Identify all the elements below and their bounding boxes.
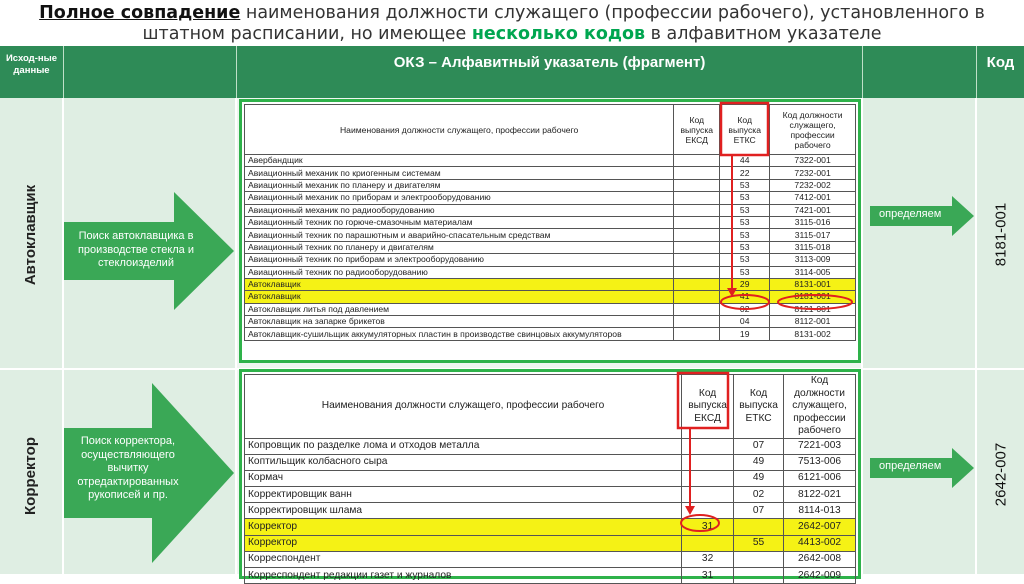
row2-label: Корректор — [22, 437, 39, 515]
cell-etks: 53 — [720, 254, 770, 266]
header-blank-a — [63, 46, 236, 98]
table1-header-row — [245, 105, 856, 155]
cell-eksd — [682, 535, 734, 551]
okz-table-frame-2 — [239, 369, 861, 579]
cell-eksd — [674, 328, 720, 340]
cell-etks — [734, 551, 784, 567]
title-green: несколько кодов — [471, 24, 646, 44]
table-row — [245, 503, 856, 519]
cell-name: Корреспондент — [245, 551, 682, 567]
cell-name: Автоклавщик — [245, 291, 674, 303]
title-underlined: Полное совпадение — [39, 3, 241, 23]
cell-code: 8121-001 — [770, 303, 856, 315]
cell-eksd: 32 — [682, 551, 734, 567]
cell-code: 7421-001 — [770, 204, 856, 216]
code-row1: 8181-001 — [992, 202, 1010, 267]
cell-name: Авиационный техник по планеру и двигателям — [245, 241, 674, 253]
cell-code: 7232-001 — [770, 167, 856, 179]
cell-code: 3115-016 — [770, 216, 856, 228]
cell-eksd — [674, 266, 720, 278]
cell-etks: 02 — [720, 303, 770, 315]
cell-eksd — [674, 216, 720, 228]
table-row — [245, 266, 856, 278]
cell-code: 7221-003 — [784, 438, 856, 454]
cell-eksd — [674, 278, 720, 290]
cell-etks: 07 — [734, 503, 784, 519]
table1-header-name: Наименования должности служащего, профессии рабочего — [245, 105, 674, 155]
cell-etks: 02 — [734, 487, 784, 503]
table-row — [245, 316, 856, 328]
cell-name: Авиационный механик по радиооборудованию — [245, 204, 674, 216]
cell-etks: 53 — [720, 216, 770, 228]
cell-name: Коптильщик колбасного сыра — [245, 454, 682, 470]
arrow-text-row1: Поиск автоклавщика в производстве стекла и стеклоизделий — [77, 230, 195, 269]
table-row — [245, 535, 856, 551]
cell-etks: 53 — [720, 179, 770, 191]
cell-eksd — [674, 291, 720, 303]
cell-code: 3113-009 — [770, 254, 856, 266]
cell-etks: 53 — [720, 266, 770, 278]
cell-etks: 04 — [720, 316, 770, 328]
cell-eksd — [682, 487, 734, 503]
table-row — [245, 216, 856, 228]
cell-etks: 44 — [720, 155, 770, 167]
cell-code: 2642-007 — [784, 519, 856, 535]
cell-code: 7513-006 — [784, 454, 856, 470]
title-text-a: наименования должности служащего (профессии рабочего), установленного в штатном расписании, но имеющее — [142, 3, 985, 44]
cell-eksd — [674, 155, 720, 167]
table2-header-eksd: Код выпуска ЕКСД — [682, 375, 734, 439]
cell-code: 4413-002 — [784, 535, 856, 551]
cell-etks: 55 — [734, 535, 784, 551]
table-row — [245, 487, 856, 503]
col-determine — [863, 98, 977, 574]
cell-eksd — [682, 470, 734, 486]
arrow-text-row2: Поиск корректора, осуществляющего вычитку отредактированных рукописей и пр. — [77, 435, 179, 501]
cell-name: Авербандщик — [245, 155, 674, 167]
table-row — [245, 179, 856, 191]
table-row — [245, 291, 856, 303]
cell-name: Корректировщик ванн — [245, 487, 682, 503]
cell-name: Корректор — [245, 519, 682, 535]
table-row — [245, 551, 856, 567]
cell-code: 8181-001 — [770, 291, 856, 303]
cell-etks — [734, 519, 784, 535]
cell-eksd — [674, 254, 720, 266]
cell-name: Авиационный техник по радиооборудованию — [245, 266, 674, 278]
cell-eksd — [674, 229, 720, 241]
cell-code: 8112-001 — [770, 316, 856, 328]
table-row — [245, 328, 856, 340]
header-main: ОКЗ – Алфавитный указатель (фрагмент) — [236, 46, 862, 98]
cell-etks: 29 — [720, 278, 770, 290]
title-text-b: в алфавитном указателе — [645, 24, 882, 44]
cell-code: 8131-001 — [770, 278, 856, 290]
cell-name: Авиационный техник по парашютным и аварийно-спасательным средствам — [245, 229, 674, 241]
table-row — [245, 155, 856, 167]
cell-etks — [734, 568, 784, 584]
cell-etks: 07 — [734, 438, 784, 454]
cell-etks: 53 — [720, 192, 770, 204]
table-row — [245, 303, 856, 315]
table-row — [245, 519, 856, 535]
cell-name: Автоклавщик на запарке брикетов — [245, 316, 674, 328]
cell-code: 7412-001 — [770, 192, 856, 204]
cell-code: 3115-018 — [770, 241, 856, 253]
cell-name: Корреспондент редакции газет и журналов — [245, 568, 682, 584]
header-blank-b — [862, 46, 976, 98]
cell-etks: 41 — [720, 291, 770, 303]
table-row — [245, 167, 856, 179]
cell-eksd — [674, 167, 720, 179]
header-source: Исход-ные данные — [0, 46, 63, 98]
table1-header-eksd: Код выпуска ЕКСД — [674, 105, 720, 155]
cell-eksd — [674, 241, 720, 253]
table-row — [245, 454, 856, 470]
cell-etks: 49 — [734, 454, 784, 470]
cell-code: 3114-005 — [770, 266, 856, 278]
cell-etks: 53 — [720, 241, 770, 253]
table-row — [245, 204, 856, 216]
cell-eksd — [682, 503, 734, 519]
header-kod: Код — [976, 46, 1024, 98]
table2-header-row — [245, 375, 856, 439]
cell-code: 8114-013 — [784, 503, 856, 519]
cell-etks: 49 — [734, 470, 784, 486]
cell-name: Автоклавщик — [245, 278, 674, 290]
cell-eksd — [674, 303, 720, 315]
cell-name: Авиационный техник по горюче-смазочным материалам — [245, 216, 674, 228]
cell-eksd: 31 — [682, 519, 734, 535]
cell-etks: 19 — [720, 328, 770, 340]
cell-etks: 53 — [720, 204, 770, 216]
okz-table-frame-1 — [239, 99, 861, 363]
cell-code: 7322-001 — [770, 155, 856, 167]
cell-name: Автоклавщик литья под давлением — [245, 303, 674, 315]
okz-table-1 — [244, 104, 856, 341]
table2-header-name: Наименования должности служащего, профессии рабочего — [245, 375, 682, 439]
cell-code: 2642-009 — [784, 568, 856, 584]
row1-label: Автоклавщик — [22, 184, 39, 286]
cell-code: 6121-006 — [784, 470, 856, 486]
table-row — [245, 278, 856, 290]
table-row — [245, 438, 856, 454]
table-row — [245, 192, 856, 204]
cell-eksd — [682, 438, 734, 454]
cell-eksd — [674, 192, 720, 204]
table-row — [245, 568, 856, 584]
cell-code: 3115-017 — [770, 229, 856, 241]
cell-etks: 22 — [720, 167, 770, 179]
cell-name: Авиационный механик по планеру и двигателям — [245, 179, 674, 191]
cell-code: 7232-002 — [770, 179, 856, 191]
table1-header-etks: Код выпуска ЕТКС — [720, 105, 770, 155]
okz-table-2 — [244, 374, 856, 584]
cell-name: Авиационный механик по криогенным системам — [245, 167, 674, 179]
cell-code: 8122-021 — [784, 487, 856, 503]
cell-eksd — [674, 179, 720, 191]
table1-header-code: Код должности служащего, профессии рабочего — [770, 105, 856, 155]
cell-eksd — [674, 204, 720, 216]
table2-header-code: Код должности служащего, профессии рабочего — [784, 375, 856, 439]
cell-name: Авиационный механик по приборам и электрооборудованию — [245, 192, 674, 204]
cell-eksd — [682, 454, 734, 470]
cell-eksd: 31 — [682, 568, 734, 584]
cell-code: 8131-002 — [770, 328, 856, 340]
cell-name: Корректор — [245, 535, 682, 551]
cell-name: Корректировщик шлама — [245, 503, 682, 519]
cell-name: Кормач — [245, 470, 682, 486]
slide-title — [0, 0, 1024, 46]
determine-text-row1: определяем — [879, 208, 942, 220]
table-row — [245, 470, 856, 486]
cell-name: Копровщик по разделке лома и отходов металла — [245, 438, 682, 454]
cell-name: Автоклавщик-сушильщик аккумуляторных пластин в производстве свинцовых аккумуляторов — [245, 328, 674, 340]
code-row2: 2642-007 — [992, 442, 1010, 507]
table-row — [245, 254, 856, 266]
cell-code: 2642-008 — [784, 551, 856, 567]
cell-name: Авиационный техник по приборам и электрооборудованию — [245, 254, 674, 266]
table-row — [245, 229, 856, 241]
table2-header-etks: Код выпуска ЕТКС — [734, 375, 784, 439]
cell-etks: 53 — [720, 229, 770, 241]
cell-eksd — [674, 316, 720, 328]
determine-text-row2: определяем — [879, 460, 942, 472]
table-row — [245, 241, 856, 253]
